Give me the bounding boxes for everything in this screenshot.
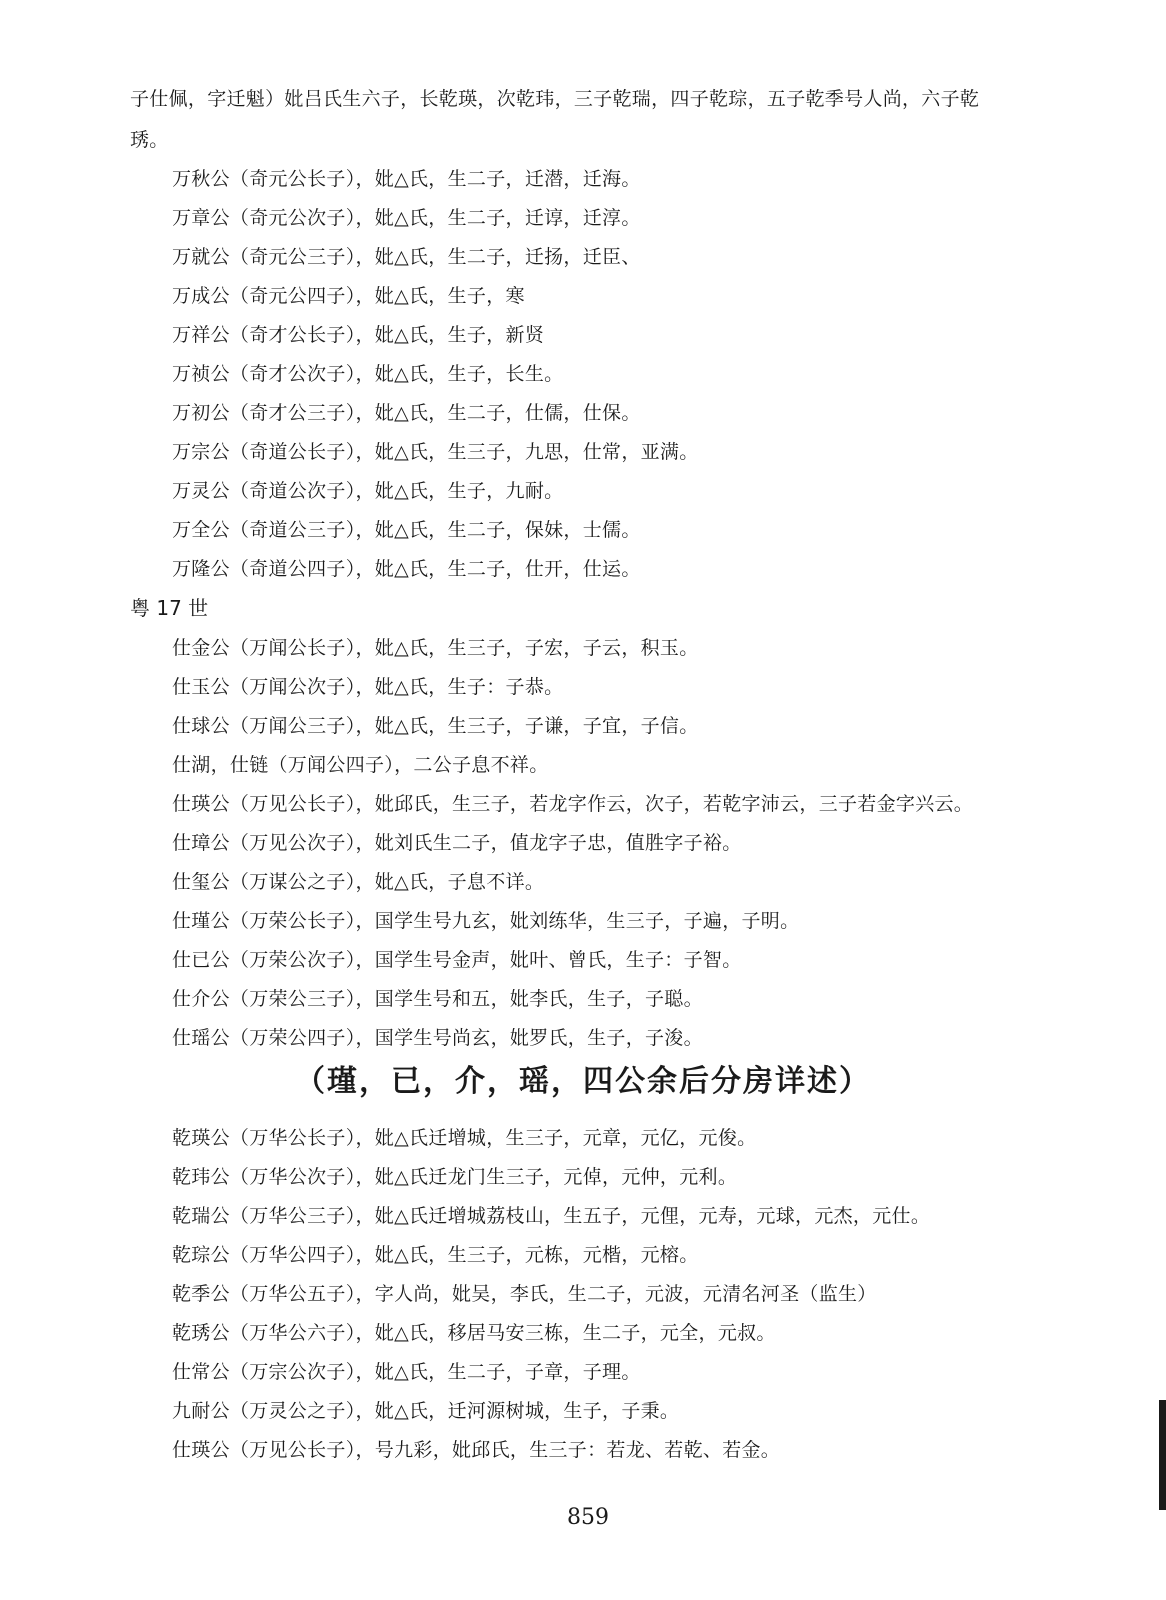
entry-line: 万初公（奇才公三子），妣△氏，生二子，仕儒，仕保。 xyxy=(172,402,641,424)
entry-line: 仕常公（万宗公次子），妣△氏，生二子，子章，子理。 xyxy=(172,1361,641,1383)
entry-line: 万全公（奇道公三子），妣△氏，生二子，保妹，士儒。 xyxy=(172,519,641,541)
entry-line: 万灵公（奇道公次子），妣△氏，生子，九耐。 xyxy=(172,480,564,502)
entry-line: 九耐公（万灵公之子），妣△氏，迁河源树城，生子，子秉。 xyxy=(172,1400,680,1422)
entry-line: 仕瑛公（万见公长子），妣邱氏，生三子，若龙字作云，次子，若乾字沛云，三子若金字兴云。 xyxy=(172,793,974,815)
section-title: （瑾，已，介，瑶，四公余后分房详述） xyxy=(295,1064,871,1099)
entry-line: 乾季公（万华公五子），字人尚，妣吴，李氏，生二子，元波，元清名河圣（监生） xyxy=(172,1283,877,1305)
entry-line: 乾琮公（万华公四子），妣△氏，生三子，元栋，元楷，元榕。 xyxy=(172,1244,699,1266)
entry-line: 乾玮公（万华公次子），妣△氏迁龙门生三子，元倬，元仲，元利。 xyxy=(172,1166,738,1188)
entry-line: 仕介公（万荣公三子），国学生号和五，妣李氏，生子，子聪。 xyxy=(172,988,703,1010)
entry-line: 仕瑾公（万荣公长子），国学生号九玄，妣刘练华，生三子，子遍，子明。 xyxy=(172,910,800,932)
entry-line: 万祥公（奇才公长子），妣△氏，生子，新贤 xyxy=(172,324,545,346)
intro-line: 子仕佩，字迁魁）妣吕氏生六子，长乾瑛，次乾玮，三子乾瑞，四子乾琮，五子乾季号人尚，六子乾 xyxy=(130,88,980,110)
intro-line: 琇。 xyxy=(130,129,169,151)
entry-line: 万隆公（奇道公四子），妣△氏，生二子，仕开，仕运。 xyxy=(172,558,641,580)
entry-line: 仕璋公（万见公次子），妣刘氏生二子，值龙字子忠，值胜字子裕。 xyxy=(172,832,742,854)
entry-line: 仕球公（万闻公三子），妣△氏，生三子，子谦，子宜，子信。 xyxy=(172,715,699,737)
entry-line: 仕瑛公（万见公长子），号九彩，妣邱氏，生三子：若龙、若乾、若金。 xyxy=(172,1439,781,1461)
entry-line: 万成公（奇元公四子），妣△氏，生子，寒 xyxy=(172,285,525,307)
entry-line: 万章公（奇元公次子），妣△氏，生二子，迁谆，迁淳。 xyxy=(172,207,641,229)
entry-line: 万祯公（奇才公次子），妣△氏，生子，长生。 xyxy=(172,363,564,385)
entry-line: 仕湖，仕链（万闻公四子），二公子息不祥。 xyxy=(172,754,549,776)
page-number: 859 xyxy=(567,1505,609,1530)
entry-line: 仕已公（万荣公次子），国学生号金声，妣叶、曾氏，生子：子智。 xyxy=(172,949,742,971)
entry-line: 万秋公（奇元公长子），妣△氏，生二子，迁潜，迁海。 xyxy=(172,168,641,190)
entry-line: 仕瑶公（万荣公四子），国学生号尚玄，妣罗氏，生子，子浚。 xyxy=(172,1027,703,1049)
entry-line: 仕玉公（万闻公次子），妣△氏，生子：子恭。 xyxy=(172,676,564,698)
entry-line: 仕玺公（万谋公之子），妣△氏，子息不详。 xyxy=(172,871,545,893)
entry-line: 乾琇公（万华公六子），妣△氏，移居马安三栋，生二子，元全，元叔。 xyxy=(172,1322,776,1344)
entry-line: 乾瑛公（万华公长子），妣△氏迁增城，生三子，元章，元亿，元俊。 xyxy=(172,1127,757,1149)
entry-line: 万就公（奇元公三子），妣△氏，生二子，迁扬，迁臣、 xyxy=(172,246,641,268)
entry-line: 乾瑞公（万华公三子），妣△氏迁增城荔枝山，生五子，元俚，元寿，元球，元杰，元仕。 xyxy=(172,1205,931,1227)
entry-line: 万宗公（奇道公长子），妣△氏，生三子，九思，仕常，亚满。 xyxy=(172,441,699,463)
generation-heading: 粤 17 世 xyxy=(130,596,209,620)
scan-edge-mark xyxy=(1159,1400,1166,1510)
entry-line: 仕金公（万闻公长子），妣△氏，生三子，子宏，子云，积玉。 xyxy=(172,637,699,659)
